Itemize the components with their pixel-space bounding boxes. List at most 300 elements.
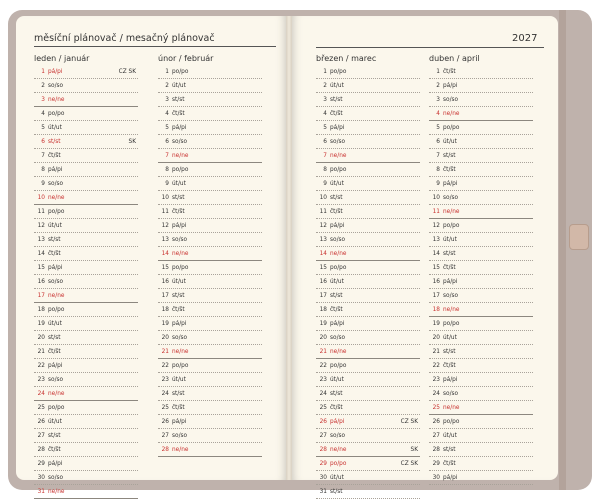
day-name: ne/ne — [172, 251, 189, 257]
day-row — [34, 177, 138, 191]
day-number: 19 — [37, 321, 45, 327]
day-number: 22 — [161, 363, 169, 369]
day-name: čt/št — [172, 307, 185, 313]
day-name: pá/pi — [172, 419, 187, 425]
day-name: po/po — [48, 111, 65, 117]
day-row — [158, 205, 262, 219]
day-name: st/st — [443, 153, 456, 159]
day-row — [429, 121, 533, 135]
day-name: po/po — [330, 167, 347, 173]
day-row — [34, 247, 138, 261]
day-row — [34, 219, 138, 233]
day-number: 1 — [165, 69, 169, 75]
day-row — [429, 79, 533, 93]
day-name: ne/ne — [48, 97, 65, 103]
day-number: 9 — [323, 181, 327, 187]
day-number: 22 — [319, 363, 327, 369]
day-name: po/po — [443, 125, 460, 131]
day-row — [158, 387, 262, 401]
day-row — [316, 163, 420, 177]
day-row — [316, 485, 420, 499]
day-row — [316, 331, 420, 345]
day-number: 26 — [432, 419, 440, 425]
day-row — [158, 149, 262, 163]
day-number: 9 — [436, 181, 440, 187]
year-label: 2027 — [512, 33, 538, 44]
day-row — [316, 177, 420, 191]
day-number: 14 — [432, 251, 440, 257]
day-number: 18 — [37, 307, 45, 313]
day-row — [429, 219, 533, 233]
day-name: st/st — [443, 447, 456, 453]
day-number: 18 — [161, 307, 169, 313]
day-name: čt/št — [443, 167, 456, 173]
day-number: 28 — [319, 447, 327, 453]
day-name: so/so — [443, 391, 459, 397]
day-number: 7 — [165, 153, 169, 159]
day-name: ne/ne — [48, 293, 65, 299]
day-number: 20 — [432, 335, 440, 341]
day-row — [316, 457, 420, 471]
day-name: út/ut — [48, 321, 62, 327]
day-name: so/so — [443, 195, 459, 201]
day-number: 19 — [319, 321, 327, 327]
day-row — [34, 135, 138, 149]
day-number: 26 — [37, 419, 45, 425]
month-heading: březen / marec — [316, 54, 377, 63]
day-name: so/so — [172, 139, 188, 145]
day-row — [429, 345, 533, 359]
day-number: 28 — [37, 447, 45, 453]
day-name: ne/ne — [330, 153, 347, 159]
day-name: st/st — [443, 251, 456, 257]
day-name: st/st — [330, 391, 343, 397]
elastic-band — [559, 10, 566, 490]
day-name: čt/št — [172, 111, 185, 117]
day-name: st/st — [172, 97, 185, 103]
day-number: 14 — [319, 251, 327, 257]
day-name: so/so — [330, 433, 346, 439]
day-number: 21 — [432, 349, 440, 355]
day-name: pá/pi — [172, 223, 187, 229]
day-number: 16 — [161, 279, 169, 285]
day-name: čt/št — [48, 447, 61, 453]
day-name: po/po — [443, 223, 460, 229]
day-row — [158, 331, 262, 345]
day-number: 17 — [37, 293, 45, 299]
day-row — [158, 107, 262, 121]
month-column-february — [158, 53, 262, 457]
day-number: 10 — [432, 195, 440, 201]
day-number: 8 — [165, 167, 169, 173]
day-name: pá/pi — [48, 69, 63, 75]
day-name: pá/pi — [172, 125, 187, 131]
day-number: 24 — [432, 391, 440, 397]
day-number: 3 — [323, 97, 327, 103]
day-name: pá/pi — [443, 181, 458, 187]
month-column-march — [316, 53, 420, 499]
day-row — [316, 303, 420, 317]
day-row — [316, 345, 420, 359]
day-name: út/ut — [330, 475, 344, 481]
day-name: út/ut — [443, 237, 457, 243]
day-name: pá/pi — [48, 363, 63, 369]
month-column-april — [429, 53, 533, 485]
day-name: čt/št — [48, 349, 61, 355]
day-row — [34, 471, 138, 485]
day-number: 24 — [37, 391, 45, 397]
day-row — [316, 93, 420, 107]
day-row — [158, 429, 262, 443]
day-row — [34, 345, 138, 359]
day-name: st/st — [172, 195, 185, 201]
day-name: so/so — [48, 83, 64, 89]
day-name: po/po — [48, 209, 65, 215]
day-row — [158, 345, 262, 359]
day-list — [34, 65, 138, 499]
day-row — [158, 233, 262, 247]
day-number: 12 — [432, 223, 440, 229]
day-number: 14 — [161, 251, 169, 257]
day-name: po/po — [48, 307, 65, 313]
day-row — [429, 401, 533, 415]
day-name: čt/št — [443, 265, 456, 271]
day-row — [34, 261, 138, 275]
day-row — [158, 415, 262, 429]
day-name: pá/pi — [330, 125, 345, 131]
day-row — [34, 303, 138, 317]
day-row — [429, 191, 533, 205]
day-number: 23 — [432, 377, 440, 383]
day-number: 4 — [323, 111, 327, 117]
day-name: st/st — [48, 237, 61, 243]
day-number: 11 — [432, 209, 440, 215]
day-name: ne/ne — [172, 153, 189, 159]
day-number: 31 — [37, 489, 45, 495]
day-row — [429, 177, 533, 191]
day-name: ne/ne — [48, 391, 65, 397]
day-number: 7 — [323, 153, 327, 159]
day-name: ne/ne — [48, 489, 65, 495]
day-row — [429, 65, 533, 79]
day-row — [429, 457, 533, 471]
day-row — [429, 359, 533, 373]
day-name: so/so — [443, 97, 459, 103]
day-row — [316, 219, 420, 233]
day-row — [429, 373, 533, 387]
day-row — [429, 233, 533, 247]
day-name: čt/št — [330, 405, 343, 411]
day-number: 1 — [323, 69, 327, 75]
day-name: út/ut — [48, 125, 62, 131]
day-name: čt/št — [443, 363, 456, 369]
day-number: 20 — [161, 335, 169, 341]
day-name: ne/ne — [48, 195, 65, 201]
day-name: st/st — [443, 349, 456, 355]
day-name: so/so — [443, 293, 459, 299]
day-number: 21 — [319, 349, 327, 355]
day-row — [429, 317, 533, 331]
day-number: 5 — [323, 125, 327, 131]
day-row — [316, 149, 420, 163]
day-row — [316, 373, 420, 387]
day-row — [34, 415, 138, 429]
day-number: 4 — [165, 111, 169, 117]
day-number: 3 — [165, 97, 169, 103]
day-row — [316, 429, 420, 443]
day-number: 2 — [165, 83, 169, 89]
day-number: 15 — [37, 265, 45, 271]
day-number: 12 — [319, 223, 327, 229]
day-row — [158, 65, 262, 79]
day-name: so/so — [48, 181, 64, 187]
day-row — [34, 107, 138, 121]
day-row — [429, 247, 533, 261]
day-number: 10 — [37, 195, 45, 201]
day-row — [34, 191, 138, 205]
day-name: út/ut — [330, 279, 344, 285]
day-name: ne/ne — [172, 447, 189, 453]
day-number: 24 — [161, 391, 169, 397]
day-name: pá/pi — [330, 223, 345, 229]
day-row — [316, 359, 420, 373]
day-name: po/po — [330, 265, 347, 271]
day-number: 5 — [41, 125, 45, 131]
day-row — [316, 135, 420, 149]
day-number: 3 — [436, 97, 440, 103]
day-number: 25 — [319, 405, 327, 411]
day-row — [158, 163, 262, 177]
day-name: ne/ne — [443, 209, 460, 215]
day-row — [158, 303, 262, 317]
day-number: 27 — [432, 433, 440, 439]
day-row — [34, 401, 138, 415]
day-number: 6 — [323, 139, 327, 145]
day-number: 14 — [37, 251, 45, 257]
day-row — [429, 205, 533, 219]
day-number: 30 — [319, 475, 327, 481]
day-row — [316, 289, 420, 303]
day-number: 20 — [37, 335, 45, 341]
day-row — [158, 177, 262, 191]
day-number: 29 — [319, 461, 327, 467]
day-name: st/st — [330, 195, 343, 201]
day-number: 27 — [161, 433, 169, 439]
day-row — [316, 415, 420, 429]
day-number: 1 — [41, 69, 45, 75]
month-heading: únor / február — [158, 54, 214, 63]
day-name: út/ut — [172, 279, 186, 285]
day-row — [429, 261, 533, 275]
day-row — [34, 387, 138, 401]
day-name: út/ut — [443, 433, 457, 439]
day-row — [429, 289, 533, 303]
day-row — [429, 163, 533, 177]
day-number: 29 — [432, 461, 440, 467]
day-number: 13 — [319, 237, 327, 243]
day-number: 28 — [161, 447, 169, 453]
day-number: 2 — [323, 83, 327, 89]
day-row — [316, 205, 420, 219]
day-name: pá/pi — [48, 265, 63, 271]
day-row — [34, 317, 138, 331]
day-row — [429, 387, 533, 401]
day-name: čt/št — [48, 153, 61, 159]
day-number: 15 — [319, 265, 327, 271]
day-row — [34, 373, 138, 387]
day-number: 27 — [319, 433, 327, 439]
day-number: 12 — [161, 223, 169, 229]
day-name: st/st — [172, 293, 185, 299]
day-row — [429, 93, 533, 107]
day-list — [429, 65, 533, 485]
day-number: 3 — [41, 97, 45, 103]
month-heading: leden / január — [34, 54, 90, 63]
day-name: čt/št — [172, 209, 185, 215]
day-number: 4 — [41, 111, 45, 117]
day-name: so/so — [48, 279, 64, 285]
day-number: 10 — [319, 195, 327, 201]
day-number: 19 — [161, 321, 169, 327]
day-name: pá/pi — [443, 83, 458, 89]
day-row — [429, 331, 533, 345]
day-name: ne/ne — [443, 405, 460, 411]
day-row — [429, 471, 533, 485]
day-name: ne/ne — [172, 349, 189, 355]
day-number: 8 — [436, 167, 440, 173]
day-number: 26 — [319, 419, 327, 425]
day-number: 5 — [436, 125, 440, 131]
day-name: so/so — [48, 377, 64, 383]
day-row — [158, 261, 262, 275]
day-row — [34, 457, 138, 471]
day-number: 27 — [37, 433, 45, 439]
day-row — [429, 107, 533, 121]
day-name: ne/ne — [443, 111, 460, 117]
day-number: 8 — [41, 167, 45, 173]
day-name: so/so — [172, 433, 188, 439]
day-name: po/po — [172, 363, 189, 369]
day-row — [429, 275, 533, 289]
page-gutter — [286, 16, 292, 480]
day-name: ne/ne — [330, 349, 347, 355]
day-number: 9 — [165, 181, 169, 187]
day-row — [316, 401, 420, 415]
day-number: 11 — [161, 209, 169, 215]
day-name: út/ut — [330, 377, 344, 383]
pen-loop — [569, 224, 589, 250]
day-row — [316, 261, 420, 275]
day-number: 18 — [319, 307, 327, 313]
day-row — [34, 443, 138, 457]
day-number: 11 — [37, 209, 45, 215]
day-name: út/ut — [48, 419, 62, 425]
day-name: so/so — [330, 139, 346, 145]
day-number: 15 — [161, 265, 169, 271]
day-name: st/st — [330, 293, 343, 299]
day-name: pá/pi — [443, 377, 458, 383]
day-name: čt/št — [443, 69, 456, 75]
header-rule — [316, 47, 544, 48]
day-row — [158, 443, 262, 457]
day-row — [34, 79, 138, 93]
day-row — [158, 275, 262, 289]
day-number: 6 — [165, 139, 169, 145]
day-row — [316, 65, 420, 79]
day-number: 24 — [319, 391, 327, 397]
day-name: so/so — [172, 237, 188, 243]
day-row — [316, 317, 420, 331]
day-row — [34, 121, 138, 135]
day-name: pá/pi — [330, 321, 345, 327]
day-name: po/po — [443, 321, 460, 327]
day-row — [158, 373, 262, 387]
day-number: 19 — [432, 321, 440, 327]
day-row — [34, 485, 138, 499]
day-number: 26 — [161, 419, 169, 425]
day-name: pá/pi — [172, 321, 187, 327]
day-row — [158, 317, 262, 331]
day-name: st/st — [330, 489, 343, 495]
day-number: 25 — [37, 405, 45, 411]
day-row — [158, 401, 262, 415]
holiday-marker: CZ SK — [400, 461, 418, 467]
day-name: po/po — [172, 69, 189, 75]
holiday-marker: SK — [128, 139, 136, 145]
day-number: 30 — [432, 475, 440, 481]
day-number: 30 — [37, 475, 45, 481]
day-row — [34, 359, 138, 373]
day-number: 1 — [436, 69, 440, 75]
day-number: 20 — [319, 335, 327, 341]
day-row — [316, 275, 420, 289]
day-row — [158, 289, 262, 303]
day-row — [34, 205, 138, 219]
day-row — [316, 233, 420, 247]
day-row — [429, 443, 533, 457]
day-row — [158, 219, 262, 233]
day-number: 23 — [319, 377, 327, 383]
day-name: st/st — [330, 97, 343, 103]
day-row — [429, 429, 533, 443]
day-name: čt/št — [48, 251, 61, 257]
day-name: ne/ne — [330, 447, 347, 453]
day-number: 21 — [161, 349, 169, 355]
day-name: so/so — [330, 237, 346, 243]
day-number: 17 — [319, 293, 327, 299]
day-name: čt/št — [330, 307, 343, 313]
day-name: út/ut — [330, 83, 344, 89]
day-name: út/ut — [172, 377, 186, 383]
day-row — [316, 107, 420, 121]
holiday-marker: SK — [410, 447, 418, 453]
day-row — [316, 191, 420, 205]
day-name: út/ut — [443, 139, 457, 145]
day-name: pá/pi — [330, 419, 345, 425]
day-name: st/st — [48, 335, 61, 341]
day-number: 10 — [161, 195, 169, 201]
day-number: 28 — [432, 447, 440, 453]
day-row — [316, 387, 420, 401]
day-name: pá/pi — [443, 279, 458, 285]
day-row — [158, 359, 262, 373]
month-heading: duben / april — [429, 54, 480, 63]
day-row — [316, 121, 420, 135]
day-number: 16 — [432, 279, 440, 285]
day-number: 16 — [37, 279, 45, 285]
day-row — [429, 415, 533, 429]
day-number: 12 — [37, 223, 45, 229]
